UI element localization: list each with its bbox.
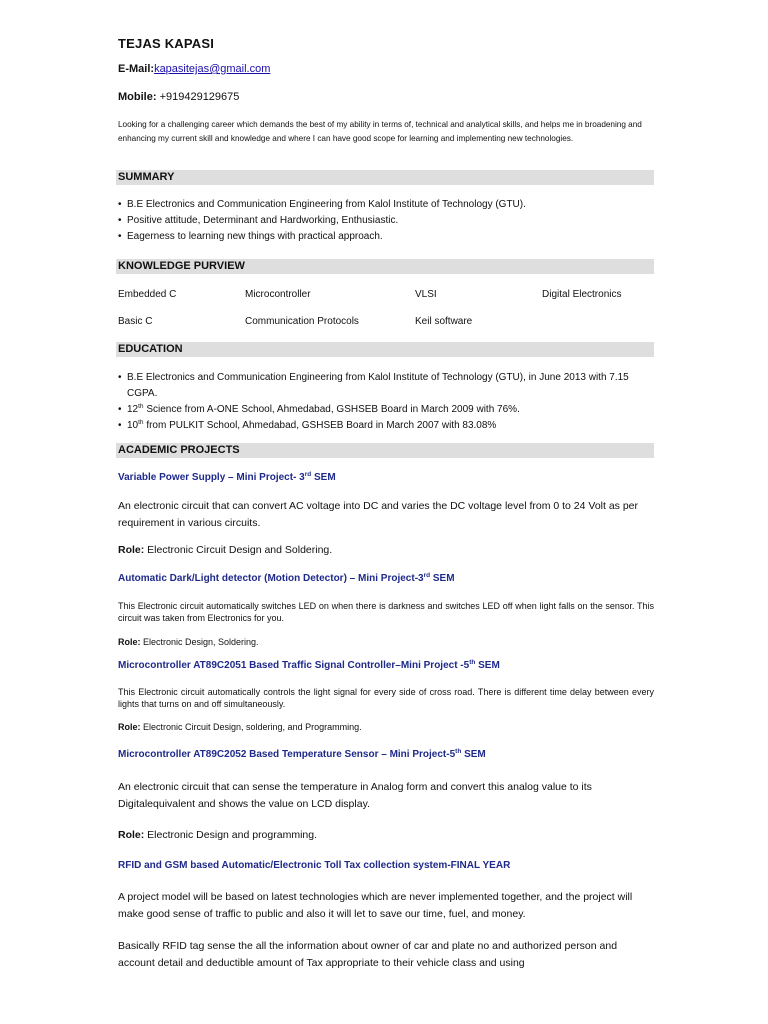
email-link[interactable]: kapasitejas@gmail.com [154,63,271,75]
list-item: • 10th from PULKIT School, Ahmedabad, GSHSEB Board in March 2007 with 83.08% [118,418,648,434]
skill-item: Communication Protocols [245,316,359,327]
list-item: • B.E Electronics and Communication Engineering from Kalol Institute of Technology (GTU), in June 2013 with 7.15 CGPA. [118,370,648,402]
skill-item: Embedded C [118,289,177,300]
mobile-label: Mobile: [118,91,157,103]
education-heading: EDUCATION [116,342,654,357]
career-objective: Looking for a challenging career which demands the best of my ability in terms of, technical and analytical skills, and helps me in broadening and enhancing my current skill and knowledge and where I can have good scope for learning and implementing new technologies. [118,120,642,143]
project-title: RFID and GSM based Automatic/Electronic Toll Tax collection system-FINAL YEAR [118,860,511,871]
knowledge-heading: KNOWLEDGE PURVIEW [116,259,654,274]
project-title: Automatic Dark/Light detector (Motion Detector) – Mini Project-3rd SEM [118,572,455,584]
summary-list [118,197,654,245]
candidate-name: TEJAS KAPASI [118,36,215,51]
skill-item: Microcontroller [245,289,311,300]
list-item: • B.E Electronics and Communication Engineering from Kalol Institute of Technology (GTU). [118,197,654,213]
project-title: Microcontroller AT89C2052 Based Temperature Sensor – Mini Project-5th SEM [118,748,486,760]
skill-item: Keil software [415,316,473,327]
project-description: Basically RFID tag sense the all the information about owner of car and plate no and authorized person and account detail and deductible amount of Tax appropriate to their vehicle class and using [118,940,618,969]
list-item: • 12th Science from A-ONE School, Ahmedabad, GSHSEB Board in March 2009 with 76%. [118,402,648,418]
email-line [118,63,270,75]
project-title: Microcontroller AT89C2051 Based Traffic Signal Controller–Mini Project -5th SEM [118,659,500,671]
project-description: This Electronic circuit automatically controls the light signal for every side of cross road. There is different time delay between every lights that turns on and off simultaneously. [118,687,654,709]
mobile-line [118,91,239,103]
project-description: An electronic circuit that can convert AC voltage into DC and varies the DC voltage level from 0 to 24 Volt as per requirement in various circuits. [118,500,639,529]
project-role: Role: Electronic Circuit Design, soldering, and Programming. [118,722,362,732]
list-item: • Eagerness to learning new things with practical approach. [118,229,654,245]
skill-item: VLSI [415,289,437,300]
projects-heading: ACADEMIC PROJECTS [116,443,654,458]
list-item: • Positive attitude, Determinant and Hardworking, Enthusiastic. [118,213,654,229]
email-label: E-Mail: [118,63,155,75]
project-title: Variable Power Supply – Mini Project- 3rd SEM [118,471,336,483]
project-description: A project model will be based on latest technologies which are never implemented together, and the project will make good sense of traffic to public and also it will let to save our time, fuel, and money. [118,891,633,920]
mobile-number: +919429129675 [159,91,240,103]
project-role: Role: Electronic Design, Soldering. [118,637,259,647]
project-role: Role: Electronic Design and programming. [118,829,317,841]
project-description: An electronic circuit that can sense the temperature in Analog form and convert this analog value to its Digitalequivalent and shows the value on LCD display. [118,781,592,810]
project-description: This Electronic circuit automatically switches LED on when there is darkness and switches LED off when light falls on the sensor. This circuit was taken from Electronics for you. [118,601,654,623]
project-role: Role: Electronic Circuit Design and Soldering. [118,544,333,556]
summary-heading: SUMMARY [116,170,654,185]
skill-item: Basic C [118,316,153,327]
education-list [118,370,648,434]
skill-item: Digital Electronics [542,289,622,300]
